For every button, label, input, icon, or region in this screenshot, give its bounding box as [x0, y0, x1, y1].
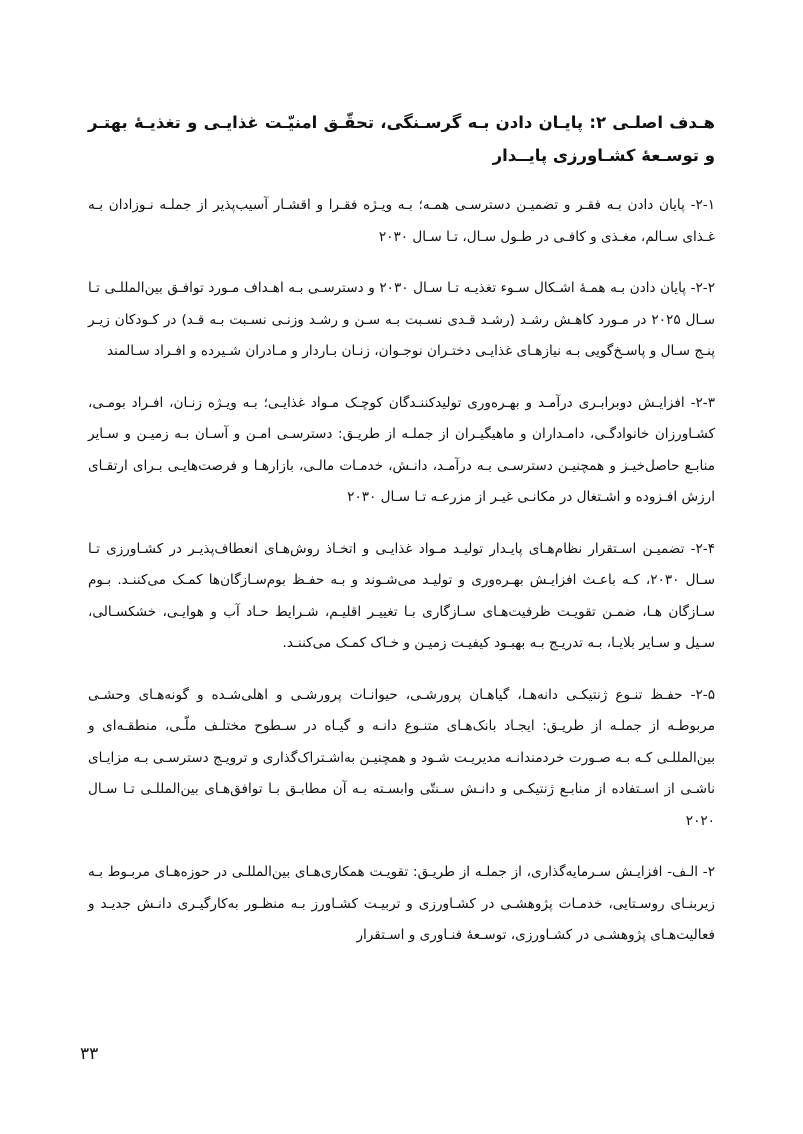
- target-2-a: ۲- الـف- افزایـش سـرمایه‌گذاری، از جملـه از طریـق: تقویـت همکاری‌هـای بین‌المللـی در حوزه‌هـای مربـوط بـه زیربنـای روسـتایی، خدمـات پژوهشـی در کشـاورزی و تربیـت کشـاورز بـه منظـور به‌کارگیـری دانـش جدیـد و فعالیت‌هـای پژوهشـی در کشـاورزی، توسـعهٔ فنـاوری و اسـتقرار: [88, 864, 715, 943]
- page-body: [88, 106, 715, 972]
- page-number: ۳۳: [80, 1044, 99, 1064]
- target-2-5: ۲-۵- حفـظ تنـوع ژنتیکـی دانه‌هـا، گیاهـان پرورشـی، حیوانـات پرورشـی و اهلی‌شـده و گونه‌هـای وحشـی مربوطـه از جملـه از طریـق: ایجـاد بانک‌هـای متنـوع دانـه و گیـاه در سـطوح مختلـف ملّـی، منطقـه‌ای و بین‌المللـی کـه بـه صـورت خردمندانـه مدیریـت شـود و همچنیـن به‌اشـتراک‌گذاری و ترویـج دسترسـی بـه مزایـای ناشـی از اسـتفاده از منابـع ژنتیکـی و دانـش سـنتّی وابسـته بـه آن مطابـق بـا توافق‌هـای بین‌المللـی تـا سـال ۲۰۲۰: [88, 686, 715, 829]
- target-2-1: ۲-۱- پایان دادن بـه فقـر و تضمیـن دسترسـی همـه؛ بـه ویـژه فقـرا و اقشـار آسیب‌پذیر از جملـه نـوزادان بـه غـذای سـالم، مغـذی و کافـی در طـول سـال، تـا سـال ۲۰۳۰: [88, 197, 715, 245]
- target-2-3: ۲-۳- افزایـش دوبرابـری درآمـد و بهـره‌وری تولیدکننـدگان کوچـک مـواد غذایـی؛ بـه ویـژه زنـان، افـراد بومـی، کشـاورزان خانوادگـی، دامـداران و ماهیگیـران از جملـه از طریـق: دسترسـی امـن و آسـان بـه زمیـن و سـایر منابـع حاصل‌خیـز و همچنیـن دسترسـی بـه درآمـد، دانـش، خدمـات مالـی، بازارهـا و فرصت‌هایـی بـرای ارتقـای ارزش افـزوده و اشـتغال در مکانـی غیـر از مزرعـه تـا سـال ۲۰۳۰: [88, 394, 715, 505]
- target-2-4: ۲-۴- تضمیـن اسـتقرار نظام‌هـای پایـدار تولیـد مـواد غذایـی و اتخـاذ روش‌هـای انعطاف‌پذیـر در کشـاورزی تـا سـال ۲۰۳۰، کـه باعـث افزایـش بهـره‌وری و تولیـد می‌شـوند و بـه حفـظ بوم‌سـازگان‌ها کمـک می‌کننـد. بـوم سـازگان هـا، ضمـن تقویـت ظرفیت‌هـای سـازگاری بـا تغییـر اقلیـم، شـرایط حـاد آب و هوایـی، خشکسـالی، سـیل و سـایر بلایـا، بـه تدریـج بـه بهبـود کیفیـت زمیـن و خـاک کمـک می‌کننـد.: [88, 540, 715, 651]
- target-2-2: ۲-۲- پایان دادن بـه همـهٔ اشـکال سـوء تغذیـه تـا سـال ۲۰۳۰ و دسترسـی بـه اهـداف مـورد توافـق بین‌المللـی تـا سـال ۲۰۲۵ در مـورد کاهـش رشـد (رشـد قـدی نسـبت بـه سـن و رشـد وزنـی نسـبت بـه قـد) در کـودکان زیـر پنـج سـال و پاسـخ‌گویی بـه نیازهـای غذایـی دختـران نوجـوان، زنـان بـاردار و مـادران شـیرده و افـراد سـالمند: [88, 280, 715, 359]
- goal-heading: هـدف اصلـی ۲: پایـان دادن بـه گرسـنگی، تحقّـق امنیّـت غذایـی و تغذیـهٔ بهتـر و توسـعهٔ کشـاورزی پایــدار: [88, 113, 716, 165]
